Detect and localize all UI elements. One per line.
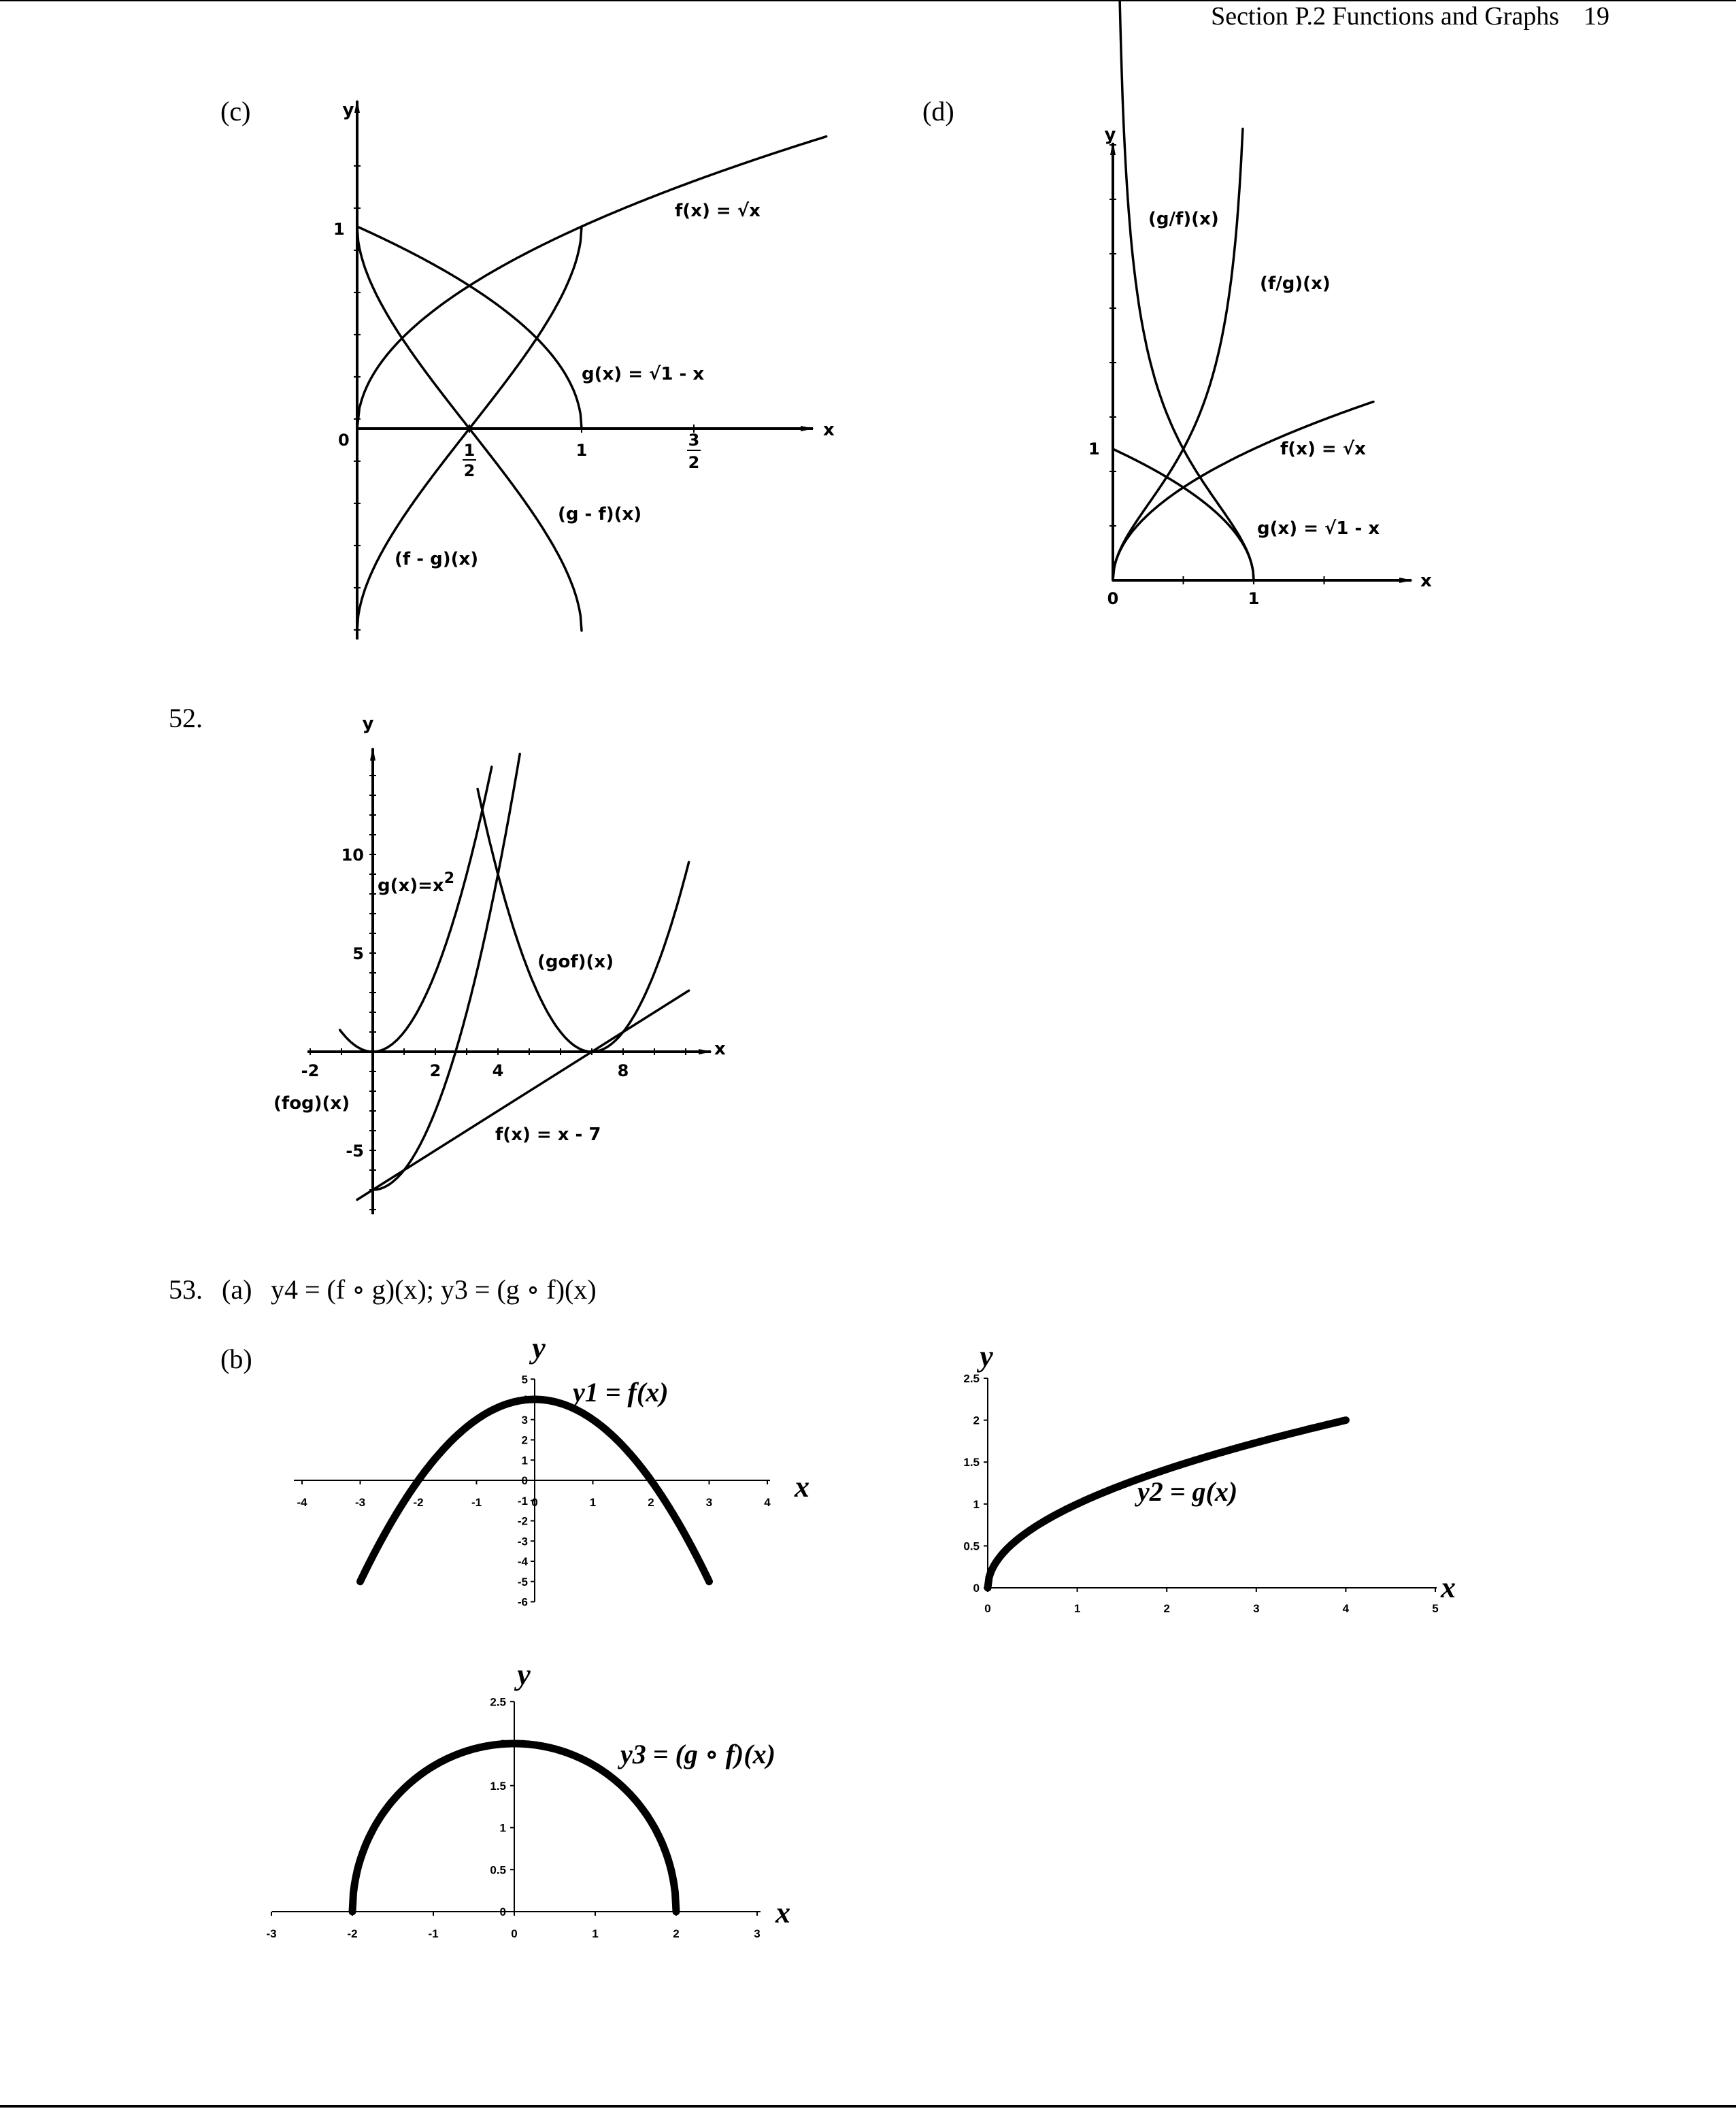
y-tick-label: 0.5 [963,1540,980,1553]
section-title: Section P.2 Functions and Graphs [1211,2,1559,31]
y-tick-label: 4 [521,1393,528,1406]
y-tick-label: 0 [973,1582,980,1595]
x-tick-label: 5 [1432,1602,1439,1615]
graph-51c [333,100,835,639]
y-tick-label: -5 [517,1575,528,1588]
series-label: (g/f)(x) [1148,209,1219,229]
series-label: y1 = f(x) [573,1377,669,1408]
bottom-rule [0,2105,1736,2108]
x-axis-label: x [714,1039,726,1059]
x-tick-label: 1 [1073,1602,1081,1615]
y-axis-label: y [342,100,354,120]
x-tick-label: 0 [984,1602,991,1615]
y-tick-label: -1 [517,1494,528,1508]
series-label: y2 = g(x) [1137,1476,1238,1507]
x-tick-label: -2 [413,1496,424,1509]
y-tick-label: 0 [521,1474,528,1487]
series-label: y3 = (g ∘ f)(x) [620,1739,775,1769]
x-tick-label: 1 [592,1927,599,1940]
label-d: (d) [922,96,954,127]
series-g [357,227,582,429]
series-g-over-f [1119,0,1254,580]
x-tick-label: 4 [492,1061,504,1080]
series-label: (g - f)(x) [558,504,642,525]
label-b-53: (b) [220,1344,252,1374]
graph-52 [273,714,726,1214]
y-tick-label: -5 [346,1142,364,1161]
x-tick-label: 1 [575,441,588,460]
x-axis-label: x [795,1470,809,1503]
x-tick-label: 8 [617,1061,629,1080]
y-tick-label: 2 [521,1433,528,1447]
series-g-of-f [478,789,689,1052]
series-g [1113,449,1254,580]
x-tick-label: 2 [688,453,700,472]
series-label: g(x) = √1 - x [1257,518,1380,539]
series-f-linear [357,991,689,1199]
series-label: $g(x)=x^2$ [378,870,455,896]
series-label: f(x) = √x [1280,439,1366,459]
x-tick-label: 4 [1342,1602,1350,1615]
y-tick-label: 1 [499,1821,506,1835]
y-tick-label: -6 [517,1595,528,1609]
series-f-sqrt [357,137,827,429]
x-tick-label: 3 [754,1927,761,1940]
series-label: (gof)(x) [537,952,614,972]
x-tick-label: 0 [338,431,350,450]
y-axis-label: y [517,1658,531,1691]
x-tick-label: -4 [297,1496,307,1509]
x-tick-label: 0 [531,1496,538,1509]
y-tick-label: 5 [352,944,364,963]
y-tick-label: 3 [521,1413,528,1427]
y-tick-label: 0.5 [490,1863,506,1877]
problem-52-number: 52. [169,703,203,733]
graph-53b-gof [266,1658,790,1940]
x-tick-label: -1 [428,1927,439,1940]
x-tick-label: 2 [429,1061,441,1080]
y-tick-label: 1.5 [963,1456,980,1469]
y-tick-label: -2 [517,1514,528,1528]
x-axis-label: x [775,1896,790,1929]
y-tick-label: 0 [499,1906,506,1918]
x-axis-label: x [823,420,835,440]
y-axis-label: y [1104,124,1116,145]
x-tick-label: 3 [1253,1602,1260,1615]
x-tick-label: -1 [471,1496,482,1509]
label-c: (c) [220,96,251,127]
y-tick-label: 2 [973,1414,980,1427]
x-tick-label: 0 [1107,589,1119,608]
x-tick-label: 1 [463,441,475,460]
y-tick-label: 1 [1088,439,1100,459]
y-tick-label: 1 [973,1497,980,1511]
x-tick-label: 0 [511,1927,518,1940]
x-tick-label: 1 [589,1496,597,1509]
x-tick-label: 2 [1163,1602,1170,1615]
x-tick-label: -3 [266,1927,277,1940]
y-tick-label: 10 [341,846,364,865]
series-g-x-squared [340,767,492,1052]
series-label: (f/g)(x) [1260,273,1331,294]
x-tick-label: 2 [463,461,475,480]
x-tick-label: 3 [688,431,700,450]
y-tick-label: -3 [517,1535,528,1548]
y-axis-label: y [532,1331,546,1365]
graph-53b-g [963,1340,1456,1615]
x-tick-label: 2 [673,1927,680,1940]
x-tick-label: -2 [301,1061,320,1080]
series-f-sqrt [1113,402,1373,581]
x-tick-label: -3 [354,1496,366,1509]
x-axis-label: x [1420,571,1432,591]
y-tick-label: -4 [517,1555,528,1568]
graph-51d [1088,0,1432,608]
page-number: 19 [1584,2,1609,31]
y-axis-label: y [980,1340,993,1373]
series-label: (fog)(x) [273,1093,350,1114]
x-axis-label: x [1441,1571,1456,1604]
y-tick-label: 1 [333,220,345,239]
y-axis-label: y [362,714,374,734]
y-tick-label: 1 [521,1454,528,1467]
y-tick-label: 5 [521,1373,528,1386]
problem-53a-equation: y4 = (f ∘ g)(x); y3 = (g ∘ f)(x) [271,1274,597,1305]
x-tick-label: 4 [764,1496,771,1509]
y-tick-label: 2 [499,1737,506,1750]
series-label: f(x) = x - 7 [495,1125,601,1145]
series-label: g(x) = √1 - x [582,364,705,384]
x-tick-label: 1 [1248,589,1260,608]
graph-53b-f [294,1331,809,1609]
y-tick-label: 2.5 [963,1372,980,1385]
y-tick-label: 1.5 [490,1779,506,1793]
problem-53-number: 53. [169,1274,203,1305]
x-tick-label: -2 [347,1927,358,1940]
x-tick-label: 2 [648,1496,654,1509]
y-tick-label: 2.5 [490,1695,506,1709]
series-label: f(x) = √x [675,201,761,221]
superscript: 2 [444,870,455,887]
series-label: (f - g)(x) [395,549,479,569]
x-tick-label: 3 [705,1496,713,1509]
problem-53a-part: (a) [222,1274,252,1305]
